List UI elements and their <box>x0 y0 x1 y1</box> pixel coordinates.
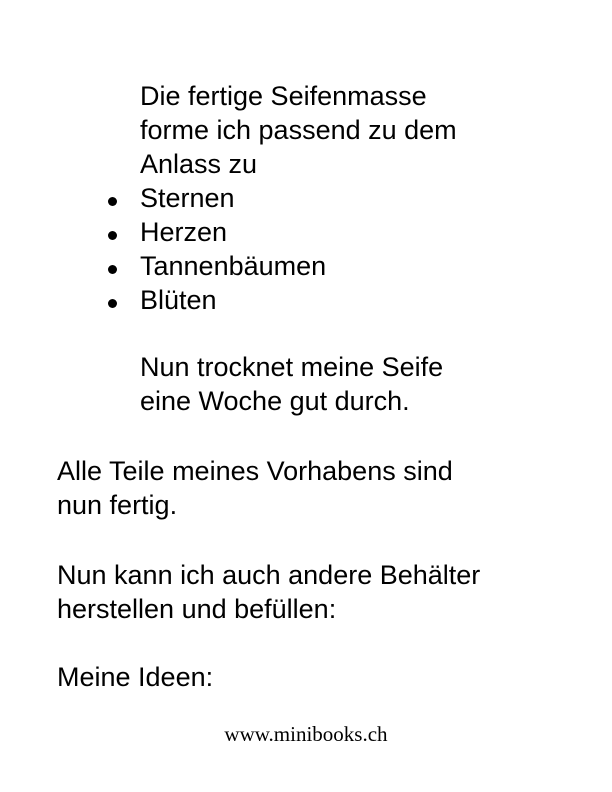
ideas-label: Meine Ideen: <box>57 662 214 692</box>
drying-line: eine Woche gut durch. <box>140 386 410 416</box>
intro-line: forme ich passend zu dem <box>140 115 457 145</box>
list-item-label: Blüten <box>140 285 217 315</box>
bullet-icon <box>108 231 117 240</box>
done-line: Alle Teile meines Vorhabens sind <box>57 456 453 486</box>
intro-line: Die fertige Seifenmasse <box>140 81 427 111</box>
more-line: herstellen und befüllen: <box>57 594 337 624</box>
footer-url: www.minibooks.ch <box>224 722 388 746</box>
bullet-icon <box>108 197 117 206</box>
bullet-icon <box>108 299 117 308</box>
intro-line: Anlass zu <box>140 149 258 179</box>
drying-line: Nun trocknet meine Seife <box>140 352 444 382</box>
list-item-label: Tannenbäumen <box>140 251 327 281</box>
bullet-icon <box>108 265 117 274</box>
list-item-label: Sternen <box>140 183 235 213</box>
more-line: Nun kann ich auch andere Behälter <box>57 560 481 590</box>
list-item-label: Herzen <box>140 217 228 247</box>
done-line: nun fertig. <box>57 490 178 520</box>
